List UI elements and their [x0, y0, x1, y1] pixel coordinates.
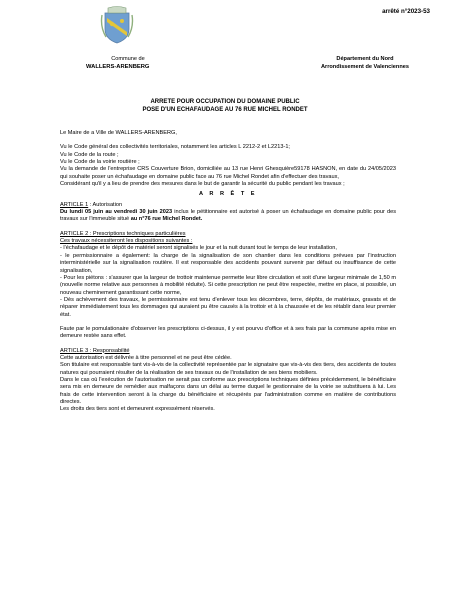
article-1-body: inclus le pétitionnaire est autorisé à poser un échafaudage en domaine public pour des travaux sur l'immeuble situé [60, 209, 396, 223]
article-1-title: : Autorisation [88, 201, 123, 208]
article-1-label: ARTICLE 1 [60, 201, 89, 208]
arrondissement: Arrondissement de Valenciennes [321, 64, 409, 70]
article-1-address: au n°76 rue Michel Rondet. [130, 216, 203, 223]
article-3-p4: Les droits des tiers sont et demeurent expressément réservés. [60, 406, 215, 413]
department: Département du Nord [336, 56, 394, 62]
article-3-p1: Cette autorisation est délivrée à titre personnel et ne peut être cédée. [60, 354, 232, 361]
article-1-dates: Du lundi 05 juin au vendredi 30 juin 2023 [60, 209, 173, 216]
article-2-heading: ARTICLE 2 : Prescriptions techniques particulières [60, 230, 186, 237]
article-2-bullet-4: - Dès achèvement des travaux, le permissionnaire est tenu d'enlever tous les décombres, terre, dépôts, de matériaux, gravats et de réparer immédiatement tous les dommages qui auraient pu être causés à la trottoir et à la chaussée et de les rétablir dans leur premier état. [60, 296, 396, 318]
visa-voirie: Vu le Code de la voirie routière ; [60, 159, 140, 166]
commune-label: Commune de [111, 56, 145, 62]
article-3-heading: ARTICLE 3 : Responsabilité [60, 347, 130, 354]
town-crest-icon [100, 5, 134, 45]
arrete-heading: A R R Ê T E [198, 191, 258, 198]
arrete-number: arrêté n°2023-53 [382, 8, 430, 15]
title-line-2: POSE D'UN ECHAFAUDAGE AU 76 RUE MICHEL RONDET [142, 107, 308, 113]
visa-cgct: Vu le Code général des collectivités territoriales, notamment les articles L 2212-2 et L2213-1; [60, 144, 290, 151]
document-body [60, 130, 396, 414]
article-3-p3: Dans le cas où l'exécution de l'autorisation ne serait pas conforme aux prescriptions techniques définies précédemment, le bénéficiaire sera mis en demeure de remédier aux malfaçons dans un délai au terme duquel le gestionnaire de la voirie se substituera à lui. Les frais de cette intervention seront à la charge du bénéficiaire et récupérés par l'administration comme en matière de contributions directes. [60, 376, 396, 405]
visa-code-route: Vu le Code de la route ; [60, 151, 119, 158]
maire-line: Le Maire de a Ville de WALLERS-ARENBERG, [60, 130, 177, 136]
title-line-1: ARRETE POUR OCCUPATION DU DOMAINE PUBLIC [150, 99, 300, 105]
considerant: Considérant qu'il y a lieu de prendre des mesures dans le but de garantir la sécurité du public pendant les travaux ; [60, 181, 345, 188]
commune-name: WALLERS-ARENBERG [86, 64, 150, 70]
article-2-bullet-2: - le permissionnaire a également: la charge de la signalisation de son chantier dans les conditions prévues par l'instruction interministérielle sur la signalisation routière. Il est responsable des accidents pouvant survenir par défaut ou insuffisance de cette signalisation, [60, 252, 396, 274]
visa-demande: Vu la demande de l'entreprise CRS Couverture Brion, domiciliée au 13 rue Henri Ghesquière59178 HASNON, en date du 24/05/2023 qui souhaite poser un échafaudage en domaine public face au 76 rue Michel Rondet afin d'effectuer des travaux, [60, 166, 396, 180]
article-2-bullet-1: - l'échafaudage et le dépôt de matériel seront signalisés le jour et la nuit durant tout le temps de leur installation, [60, 245, 337, 252]
article-1-text [60, 209, 396, 224]
article-2-bullet-3: - Pour les piétons : s'assurer que la largeur de trottoir maintenue permette leur libre circulation et soit d'une largeur minimale de 1,50 m (nouvelle norme relative aux personnes à mobilité réduite). Si cette prescription ne peut être respectée, mettre en place, si possible, un nouveau cheminement garantissant cette norme, [60, 274, 396, 296]
article-2-faute: Faute par le pomulationaire d'observer les prescriptions ci-dessus, il y est pourvu d'office et à ses frais par la commune après mise en demeure restée sans effet. [60, 325, 396, 340]
article-1-heading [60, 202, 396, 209]
article-2-intro: Ces travaux nécessiteront les dispositions suivantes : [60, 238, 193, 245]
article-3-p2: Son titulaire est responsable tant vis-à-vis de la collectivité représentée par le signataire que vis-à-vis des tiers, des accidents de toutes natures qui pourraient résulter de la réalisation de ses travaux ou de l'installation de ses biens mobiliers. [60, 362, 396, 376]
